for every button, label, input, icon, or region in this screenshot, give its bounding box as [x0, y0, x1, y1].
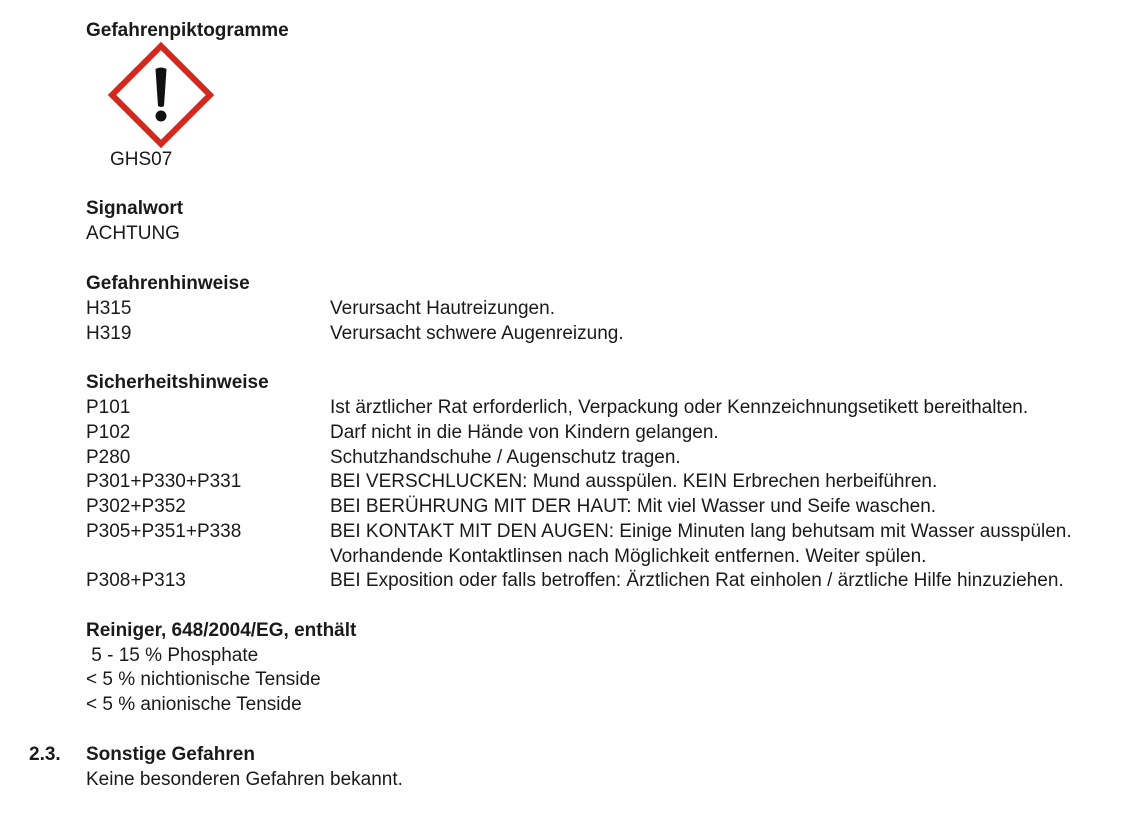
ingredient-item: 5 - 15 % Phosphate: [86, 645, 259, 666]
precaution-code: P305+P351+P338: [86, 521, 242, 542]
precaution-code: P280: [86, 447, 131, 468]
precaution-text: Schutzhandschuhe / Augenschutz tragen.: [330, 447, 681, 468]
section-number: 2.3.: [29, 744, 61, 765]
precaution-text: BEI KONTAKT MIT DEN AUGEN: Einige Minuten lang behutsam mit Wasser ausspülen.: [330, 521, 1072, 542]
hazard-code: H319: [86, 323, 132, 344]
section-heading: Sonstige Gefahren: [86, 744, 255, 765]
section-text: Keine besonderen Gefahren bekannt.: [86, 769, 403, 790]
pictograms-heading: Gefahrenpiktogramme: [86, 20, 289, 41]
precautions-heading: Sicherheitshinweise: [86, 372, 269, 393]
hazard-text: Verursacht schwere Augenreizung.: [330, 323, 624, 344]
signal-heading: Signalwort: [86, 198, 184, 219]
precaution-text-continued: Vorhandende Kontaktlinsen nach Möglichkeit entfernen. Weiter spülen.: [330, 546, 927, 567]
signal-value: ACHTUNG: [86, 223, 180, 244]
precaution-code: P301+P330+P331: [86, 471, 242, 492]
cleaner-heading: Reiniger, 648/2004/EG, enthält: [86, 620, 357, 641]
hazards-heading: Gefahrenhinweise: [86, 273, 250, 294]
precaution-code: P302+P352: [86, 496, 186, 517]
precaution-code: P102: [86, 422, 131, 443]
hazard-code: H315: [86, 298, 132, 319]
precaution-code: P308+P313: [86, 570, 186, 591]
precaution-text: Darf nicht in die Hände von Kindern gelangen.: [330, 422, 719, 443]
ingredient-item: < 5 % anionische Tenside: [86, 694, 302, 715]
ingredient-item: < 5 % nichtionische Tenside: [86, 669, 321, 690]
hazard-text: Verursacht Hautreizungen.: [330, 298, 555, 319]
precaution-text: BEI BERÜHRUNG MIT DER HAUT: Mit viel Wasser und Seife waschen.: [330, 496, 937, 517]
exclamation-mark-diamond-icon: [108, 42, 214, 148]
precaution-text: BEI Exposition oder falls betroffen: Ärztlichen Rat einholen / ärztliche Hilfe hinzuziehen.: [330, 570, 1064, 591]
precaution-code: P101: [86, 397, 131, 418]
ghs-code: GHS07: [110, 149, 173, 170]
precaution-text: Ist ärztlicher Rat erforderlich, Verpackung oder Kennzeichnungsetikett bereithalten.: [330, 397, 1029, 418]
precaution-text: BEI VERSCHLUCKEN: Mund ausspülen. KEIN Erbrechen herbeiführen.: [330, 471, 938, 492]
